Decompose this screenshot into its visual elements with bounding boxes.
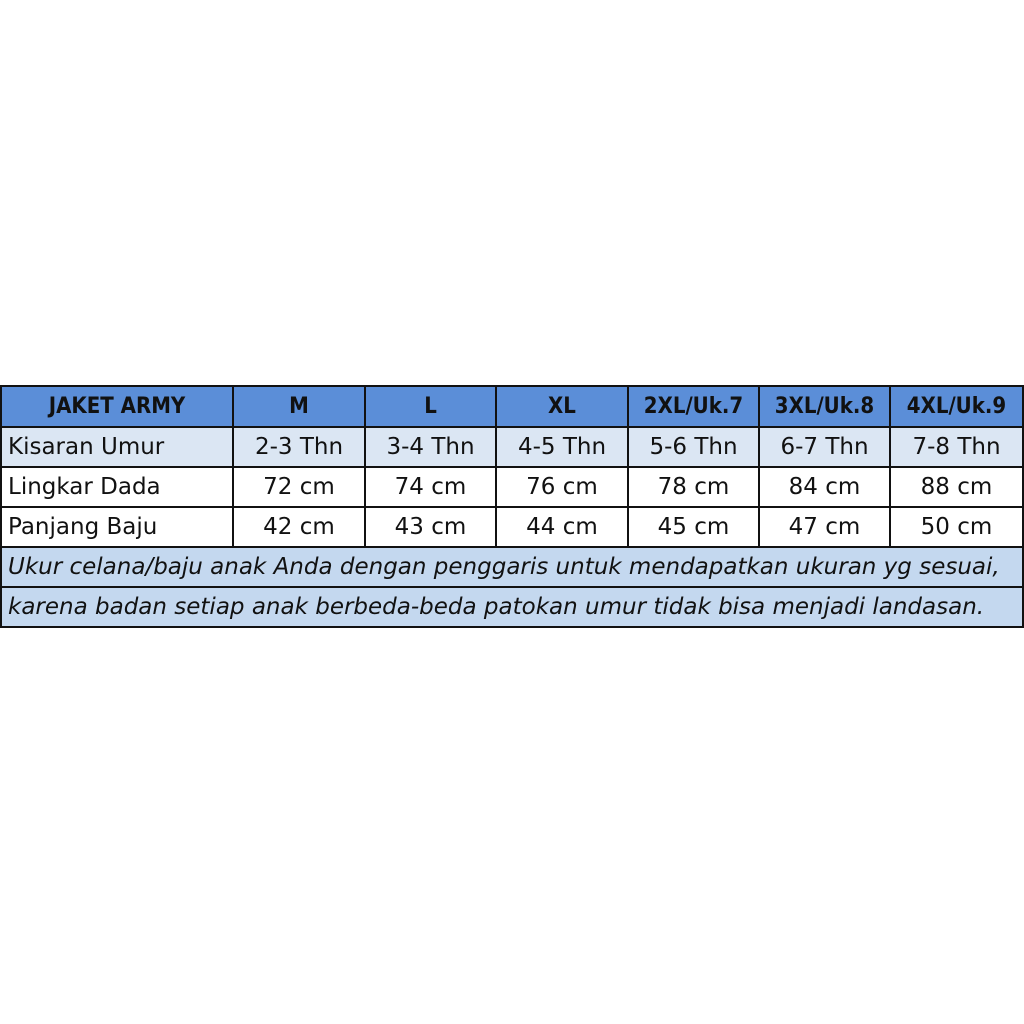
measurement-note-1: Ukur celana/baju anak Anda dengan penggaris untuk mendapatkan ukuran yg sesuai, — [1, 547, 1023, 587]
table-cell: 72 cm — [233, 467, 365, 507]
size-chart-table — [0, 385, 1024, 628]
table-cell: 45 cm — [628, 507, 759, 547]
measurement-note-2: karena badan setiap anak berbeda-beda patokan umur tidak bisa menjadi landasan. — [1, 587, 1023, 627]
table-cell: 5-6 Thn — [628, 427, 759, 467]
table-cell: 76 cm — [496, 467, 628, 507]
size-header-3xl: 3XL/Uk.8 — [759, 386, 890, 427]
table-cell: 4-5 Thn — [496, 427, 628, 467]
row-label-age: Kisaran Umur — [1, 427, 233, 467]
table-cell: 44 cm — [496, 507, 628, 547]
table-row-length — [1, 507, 1023, 547]
size-header-l: L — [365, 386, 496, 427]
header-row — [1, 386, 1023, 427]
table-cell: 2-3 Thn — [233, 427, 365, 467]
size-header-4xl: 4XL/Uk.9 — [890, 386, 1023, 427]
row-label-length: Panjang Baju — [1, 507, 233, 547]
table-cell: 50 cm — [890, 507, 1023, 547]
size-header-xl: XL — [496, 386, 628, 427]
table-row-chest — [1, 467, 1023, 507]
product-name-header: JAKET ARMY — [1, 386, 233, 427]
size-header-m: M — [233, 386, 365, 427]
note-row-2 — [1, 587, 1023, 627]
table-cell: 47 cm — [759, 507, 890, 547]
table-cell: 3-4 Thn — [365, 427, 496, 467]
table-cell: 84 cm — [759, 467, 890, 507]
table-cell: 7-8 Thn — [890, 427, 1023, 467]
table-cell: 6-7 Thn — [759, 427, 890, 467]
table-cell: 42 cm — [233, 507, 365, 547]
table-cell: 43 cm — [365, 507, 496, 547]
table-cell: 78 cm — [628, 467, 759, 507]
row-label-chest: Lingkar Dada — [1, 467, 233, 507]
table-row-age — [1, 427, 1023, 467]
note-row-1 — [1, 547, 1023, 587]
table-cell: 88 cm — [890, 467, 1023, 507]
size-header-2xl: 2XL/Uk.7 — [628, 386, 759, 427]
table-cell: 74 cm — [365, 467, 496, 507]
